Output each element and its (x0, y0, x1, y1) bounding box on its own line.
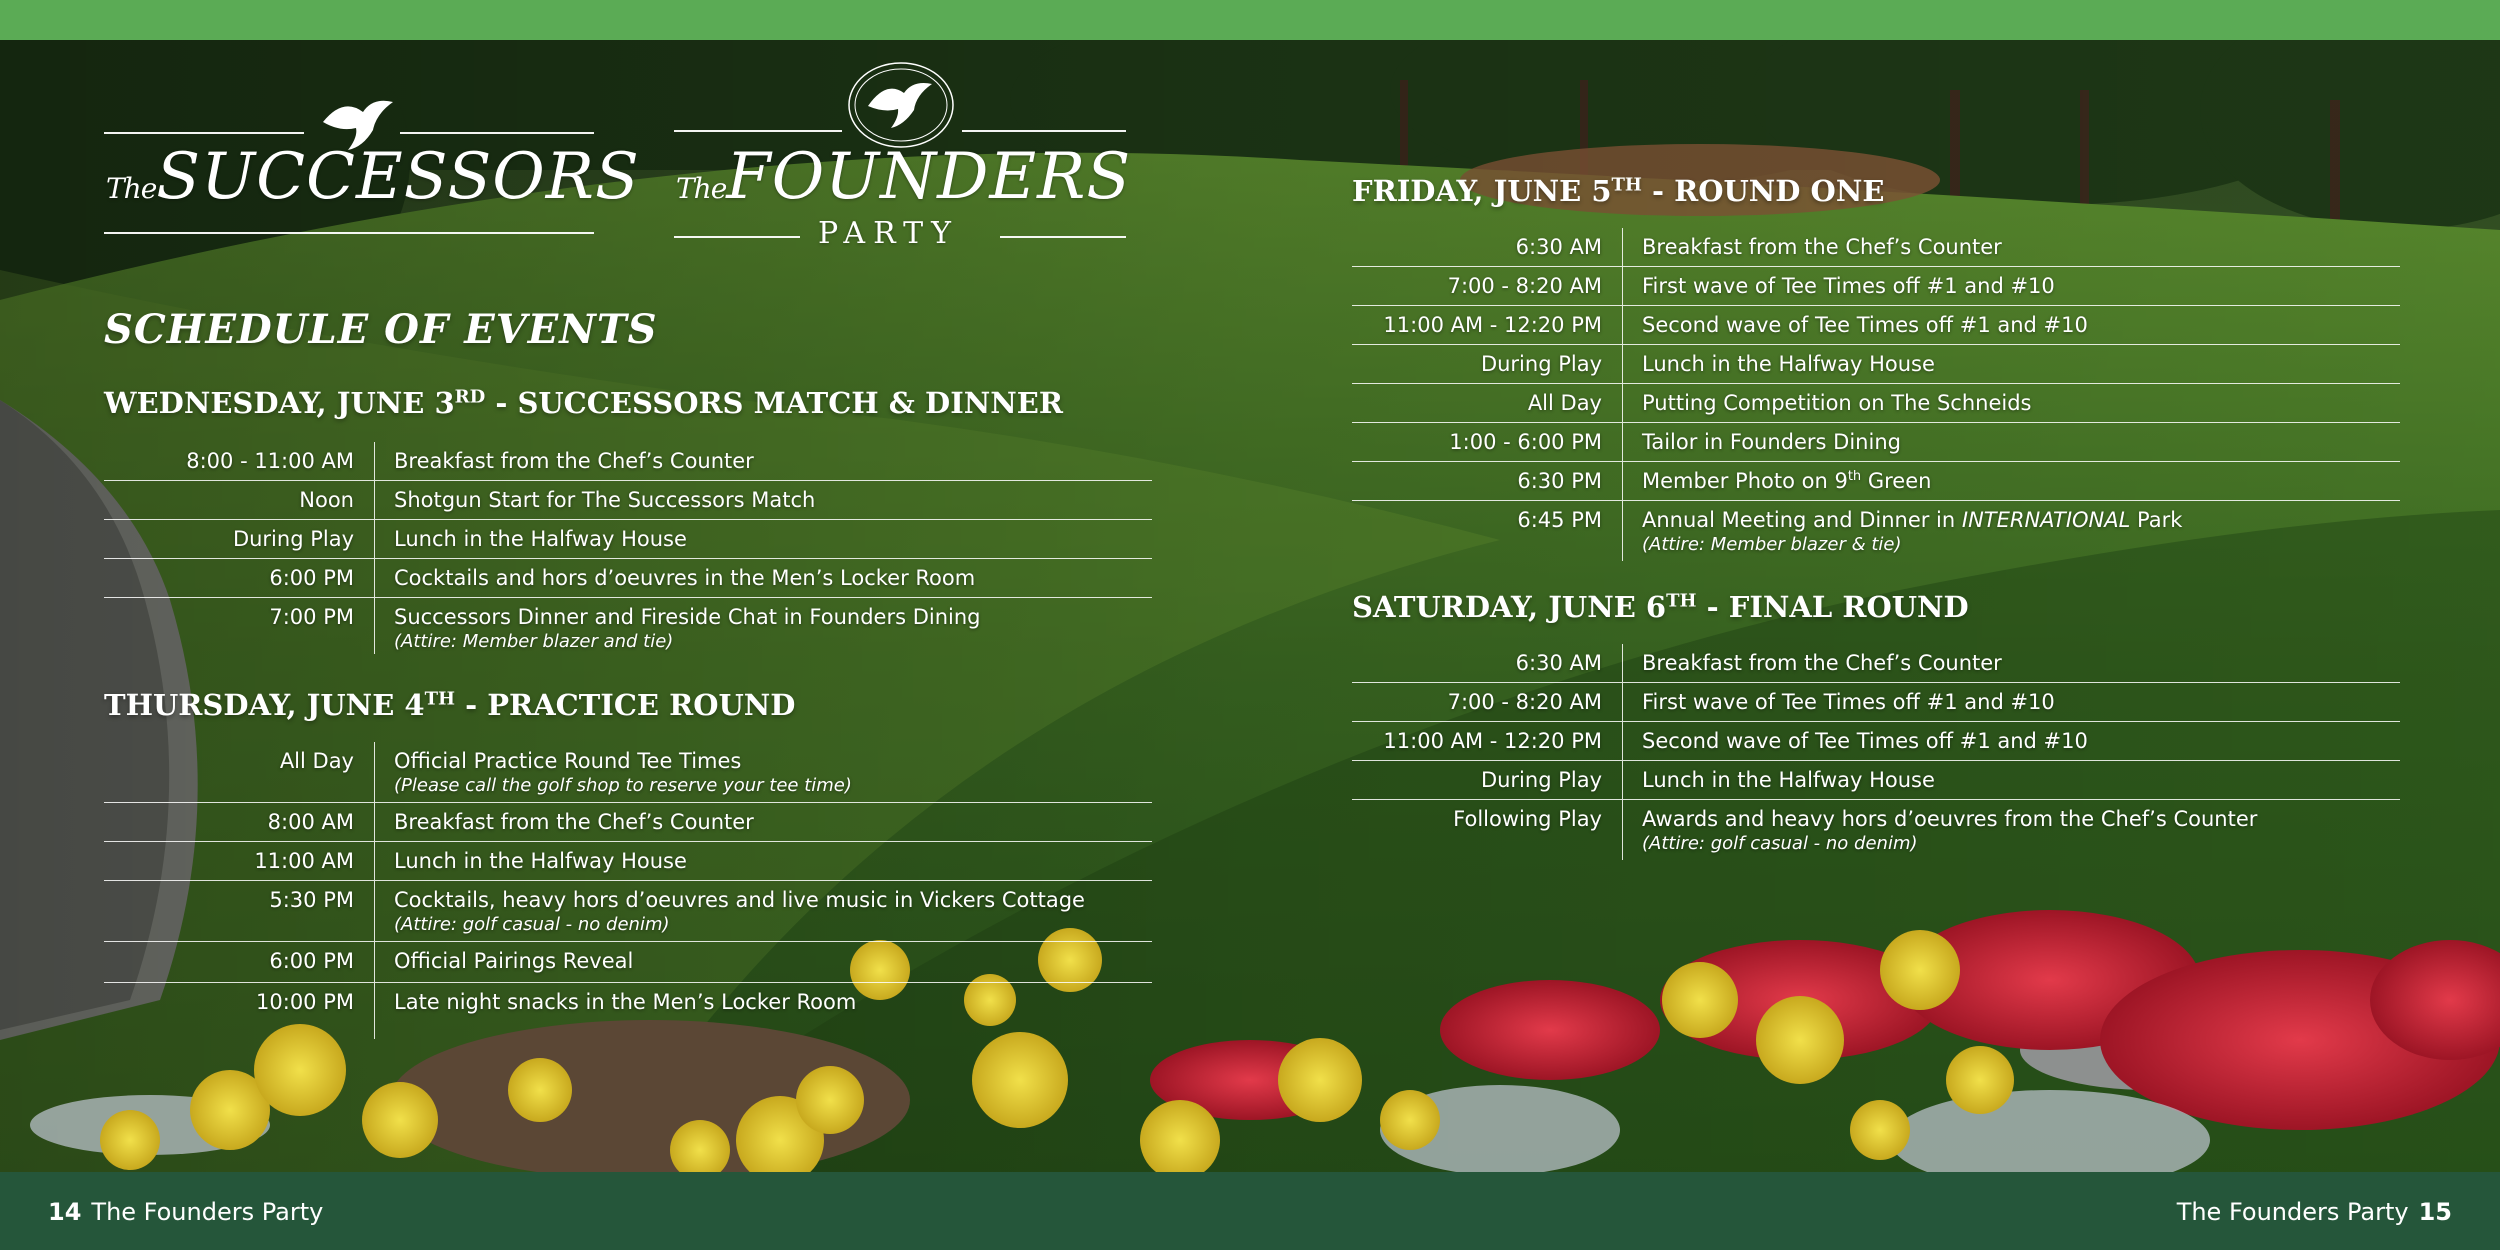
founders-logo (676, 140, 1131, 214)
schedule-row (104, 559, 1152, 598)
row-divider (374, 803, 375, 841)
successors-logo-rule-top-left (104, 132, 304, 134)
day-heading-subtitle: - ROUND ONE (1641, 174, 1885, 208)
event-time: 7:00 - 8:20 AM (1447, 274, 1602, 298)
event-time: During Play (232, 527, 354, 551)
event-description (1642, 274, 2055, 298)
successors-logo-the: The (106, 172, 157, 205)
row-divider (374, 983, 375, 1039)
founders-logo-rule-bottom-right (1000, 236, 1126, 238)
event-text: Shotgun Start for The Successors Match (394, 488, 816, 512)
event-text: Annual Meeting and Dinner in (1642, 508, 1962, 532)
row-divider (1622, 722, 1623, 760)
founders-logo-the: The (676, 172, 727, 205)
event-time: 11:00 AM (254, 849, 354, 873)
schedule-row (1352, 306, 2400, 345)
row-divider (374, 598, 375, 654)
schedule-row (1352, 423, 2400, 462)
schedule-row (1352, 761, 2400, 800)
event-time: Following Play (1453, 807, 1602, 831)
event-description (1642, 508, 2182, 555)
founders-logo-word: FOUNDERS (726, 140, 1132, 214)
event-description (394, 888, 1085, 935)
schedule-row (104, 983, 1152, 1039)
event-time: During Play (1480, 768, 1602, 792)
schedule-row (104, 598, 1152, 654)
successors-logo-rule-bottom (104, 232, 594, 234)
schedule-row (104, 742, 1152, 803)
event-description (394, 566, 975, 590)
event-text: First wave of Tee Times off #1 and #10 (1642, 690, 2055, 714)
footer-right-title: The Founders Party (2176, 1198, 2409, 1226)
event-text: Breakfast from the Chef’s Counter (394, 810, 754, 834)
event-time: All Day (1527, 391, 1602, 415)
event-description (1642, 430, 1901, 454)
event-text-sup: th (1847, 469, 1862, 484)
event-text: Second wave of Tee Times off #1 and #10 (1642, 313, 2088, 337)
day-heading-thursday (104, 688, 795, 722)
event-time: 11:00 AM - 12:20 PM (1383, 729, 1602, 753)
event-text: Awards and heavy hors d’oeuvres from the Chef’s Counter (1642, 807, 2258, 831)
event-text: Putting Competition on The Schneids (1642, 391, 2032, 415)
event-time: All Day (279, 749, 354, 773)
row-divider (1622, 644, 1623, 682)
event-time: 1:00 - 6:00 PM (1449, 430, 1602, 454)
row-divider (1622, 683, 1623, 721)
event-time: 6:30 AM (1515, 235, 1602, 259)
founders-emblem-icon (846, 60, 956, 150)
day-heading-text: WEDNESDAY, JUNE 3 (104, 386, 455, 420)
event-time: 8:00 AM (267, 810, 354, 834)
event-description (394, 990, 856, 1014)
day-heading-subtitle: - SUCCESSORS MATCH & DINNER (485, 386, 1063, 420)
event-description (394, 605, 981, 652)
day-heading-subtitle: - FINAL ROUND (1696, 590, 1969, 624)
event-time: During Play (1480, 352, 1602, 376)
row-divider (1622, 501, 1623, 561)
event-time: 6:00 PM (269, 566, 354, 590)
event-text-italic: INTERNATIONAL (1961, 508, 2131, 532)
event-description (394, 449, 754, 473)
event-time: 6:45 PM (1517, 508, 1602, 532)
schedule-table-thursday (104, 742, 1152, 1039)
event-text: Tailor in Founders Dining (1642, 430, 1901, 454)
row-divider (1622, 228, 1623, 266)
top-accent-bar (0, 0, 2500, 40)
schedule-row (1352, 384, 2400, 423)
schedule-table-saturday (1352, 644, 2400, 860)
schedule-row (1352, 501, 2400, 561)
event-time: 5:30 PM (269, 888, 354, 912)
schedule-title: SCHEDULE OF EVENTS (104, 306, 658, 353)
schedule-row (104, 520, 1152, 559)
row-divider (1622, 345, 1623, 383)
event-time: 7:00 - 8:20 AM (1447, 690, 1602, 714)
row-divider (1622, 384, 1623, 422)
event-description (394, 849, 687, 873)
schedule-row (1352, 228, 2400, 267)
row-divider (1622, 761, 1623, 799)
founders-logo-rule-top-right (962, 130, 1126, 132)
event-text: Breakfast from the Chef’s Counter (394, 449, 754, 473)
event-description (1642, 690, 2055, 714)
event-time: 6:00 PM (269, 949, 354, 973)
day-heading-wednesday (104, 386, 1063, 420)
event-text: Breakfast from the Chef’s Counter (1642, 235, 2002, 259)
day-heading-sup: RD (454, 386, 486, 408)
event-text: Breakfast from the Chef’s Counter (1642, 651, 2002, 675)
schedule-row (1352, 722, 2400, 761)
successors-logo-rule-top-right (400, 132, 594, 134)
row-divider (374, 559, 375, 597)
footer-left-title: The Founders Party (91, 1198, 324, 1226)
event-attire-note: (Attire: golf casual - no denim) (394, 914, 670, 935)
event-description (1642, 313, 2088, 337)
schedule-row (1352, 267, 2400, 306)
day-heading-subtitle: - PRACTICE ROUND (454, 688, 796, 722)
event-time: 7:00 PM (269, 605, 354, 629)
day-heading-sup: TH (424, 688, 455, 710)
day-heading-friday (1352, 174, 1884, 208)
event-attire-note: (Please call the golf shop to reserve your tee time) (394, 775, 852, 796)
row-divider (374, 742, 375, 802)
event-time: 6:30 AM (1515, 651, 1602, 675)
event-description (394, 527, 687, 551)
schedule-row (104, 942, 1152, 983)
successors-logo-word: SUCCESSORS (156, 140, 640, 214)
schedule-row (104, 442, 1152, 481)
founders-logo-rule-top-left (674, 130, 842, 132)
schedule-row (1352, 345, 2400, 384)
schedule-table-wednesday (104, 442, 1152, 654)
event-description (394, 749, 852, 796)
event-text: Lunch in the Halfway House (1642, 352, 1935, 376)
event-description (1642, 807, 2257, 854)
event-description (1642, 235, 2002, 259)
schedule-row (1352, 462, 2400, 501)
day-heading-text: FRIDAY, JUNE 5 (1352, 174, 1612, 208)
row-divider (1622, 462, 1623, 500)
row-divider (374, 881, 375, 941)
footer-bar (0, 1172, 2500, 1250)
founders-logo-rule-bottom-left (674, 236, 800, 238)
footer-left (38, 1198, 323, 1226)
event-text: Second wave of Tee Times off #1 and #10 (1642, 729, 2088, 753)
event-text: Cocktails, heavy hors d’oeuvres and live music in Vickers Cottage (394, 888, 1085, 912)
event-text: Cocktails and hors d’oeuvres in the Men’s Locker Room (394, 566, 976, 590)
row-divider (374, 442, 375, 480)
day-heading-saturday (1352, 590, 1969, 624)
schedule-row (104, 842, 1152, 881)
day-heading-text: SATURDAY, JUNE 6 (1352, 590, 1667, 624)
event-text: Member Photo on 9 (1642, 469, 1848, 493)
schedule-table-friday (1352, 228, 2400, 561)
event-attire-note: (Attire: Member blazer and tie) (394, 631, 674, 652)
row-divider (1622, 423, 1623, 461)
event-description (394, 810, 754, 834)
event-text: First wave of Tee Times off #1 and #10 (1642, 274, 2055, 298)
day-heading-sup: TH (1611, 174, 1642, 196)
footer-left-page-number: 14 (48, 1198, 82, 1226)
event-time: 11:00 AM - 12:20 PM (1383, 313, 1602, 337)
day-heading-text: THURSDAY, JUNE 4 (104, 688, 425, 722)
event-time: 10:00 PM (256, 990, 354, 1014)
event-text: Official Pairings Reveal (394, 949, 634, 973)
event-time: 6:30 PM (1517, 469, 1602, 493)
row-divider (1622, 800, 1623, 860)
schedule-row (104, 481, 1152, 520)
event-text: Successors Dinner and Fireside Chat in Founders Dining (394, 605, 981, 629)
event-attire-note: (Attire: golf casual - no denim) (1642, 833, 1918, 854)
schedule-row (104, 881, 1152, 942)
successors-logo (106, 140, 640, 214)
event-description (394, 949, 633, 973)
row-divider (374, 942, 375, 982)
row-divider (374, 842, 375, 880)
event-description (1642, 391, 2032, 415)
event-text: Late night snacks in the Men’s Locker Room (394, 990, 857, 1014)
event-description (1642, 651, 2002, 675)
row-divider (1622, 306, 1623, 344)
schedule-row (1352, 683, 2400, 722)
founders-logo-party: PARTY (818, 216, 959, 251)
event-text-after: Park (2130, 508, 2183, 532)
schedule-row (1352, 800, 2400, 860)
row-divider (1622, 267, 1623, 305)
event-text: Lunch in the Halfway House (1642, 768, 1935, 792)
event-text: Official Practice Round Tee Times (394, 749, 742, 773)
event-description (1642, 768, 1935, 792)
event-description (394, 488, 815, 512)
footer-right-page-number: 15 (2418, 1198, 2452, 1226)
event-text: Lunch in the Halfway House (394, 849, 687, 873)
event-attire-note: (Attire: Member blazer & tie) (1642, 534, 1902, 555)
event-description (1642, 729, 2088, 753)
event-description (1642, 469, 1931, 493)
event-time: Noon (299, 488, 354, 512)
schedule-row (104, 803, 1152, 842)
schedule-row (1352, 644, 2400, 683)
row-divider (374, 481, 375, 519)
event-text: Lunch in the Halfway House (394, 527, 687, 551)
footer-right (2177, 1198, 2462, 1226)
event-description (1642, 352, 1935, 376)
day-heading-sup: TH (1666, 590, 1697, 612)
row-divider (374, 520, 375, 558)
event-time: 8:00 - 11:00 AM (186, 449, 354, 473)
event-text-after: Green (1861, 469, 1932, 493)
